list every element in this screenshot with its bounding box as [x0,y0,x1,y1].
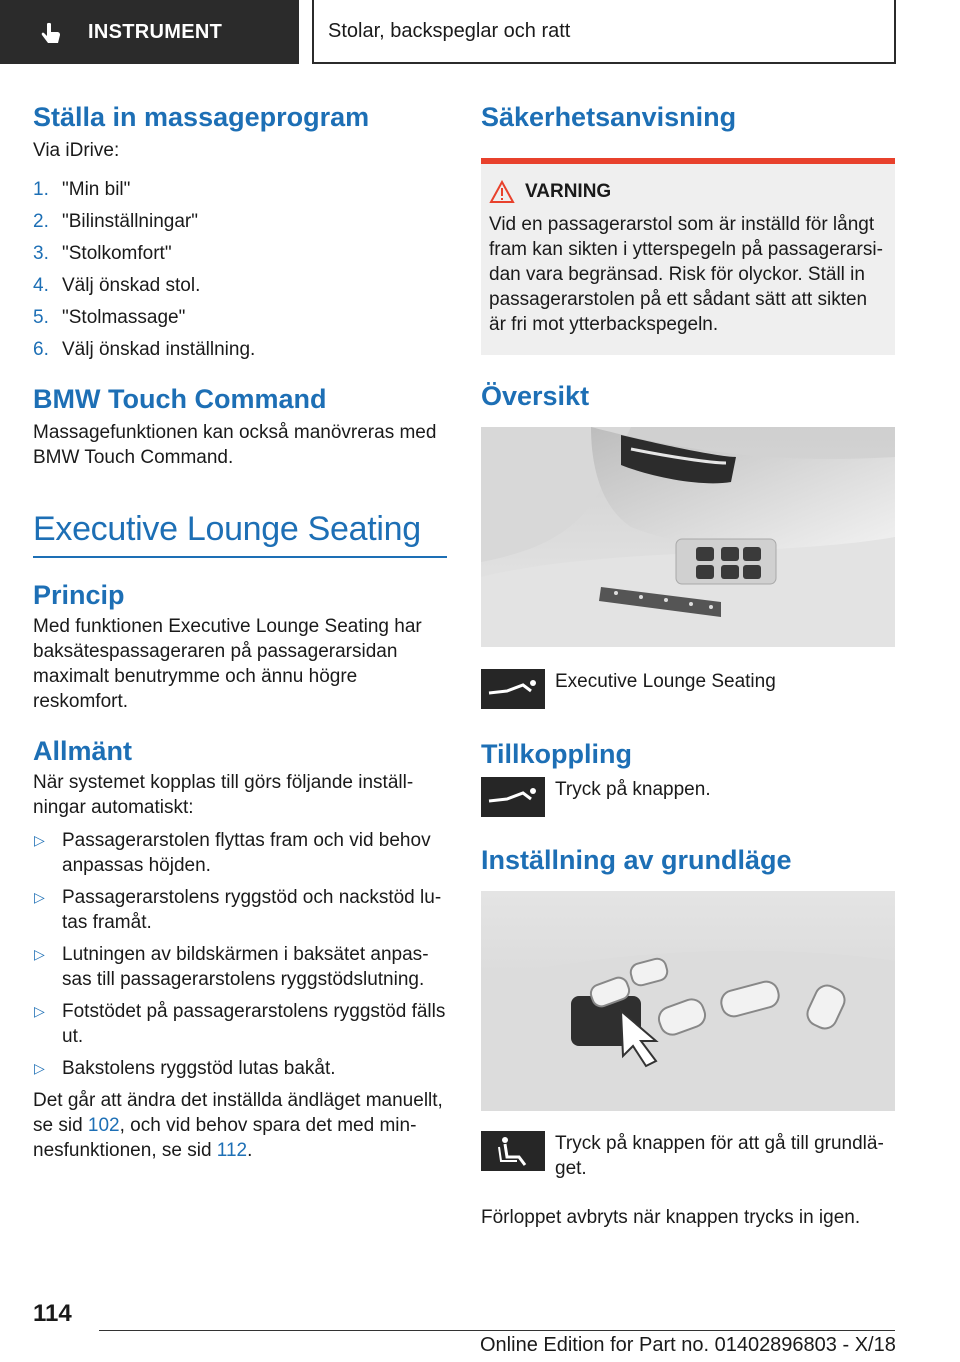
allmant-text: När systemet kopplas till görs följande inställningar automatiskt: [33,772,414,818]
warning-text: Vid en passagerarstol som är inställd för långt fram kan sikten i ytterspegeln på passagerarsidan vara begränsad. Risk för olyckor. Ställ in passagerarstolen på ett sådant sätt att sikten är fri mot ytterbackspegeln. [489,214,883,335]
left-column [33,100,447,1163]
tillkoppling-row [481,777,895,817]
section-tab [0,0,299,64]
executive-lounge-button-row [481,669,895,709]
triangle-bullet-icon: ▷ [34,1003,45,1019]
via-idrive: Via iDrive: [33,140,120,161]
page-link-112[interactable]: 112 [216,1140,248,1161]
triangle-bullet-icon: ▷ [34,1060,45,1076]
overview-heading: Översikt [481,381,590,411]
executive-lounge-button-icon [481,777,545,817]
list-item: ▷ Lutningen av bildskärmen i baksätet anpassas till passagerarstolens ryggstödslutning. [34,944,429,990]
grundlage-text: Tryck på knappen för att gå till grundläget. [555,1133,884,1179]
princip-text: Med funktionen Executive Lounge Seating har baksätespassageraren på passagerarsidan maximalt benutrymme och ännu högre reskomfort. [33,616,422,712]
idrive-steps [33,177,447,362]
touch-command-heading: BMW Touch Command [33,384,327,414]
warning-title: VARNING [525,180,887,204]
list-item: 1. "Min bil" [33,179,131,200]
right-column [481,100,895,1230]
chapter-title: Stolar, backspeglar och ratt [312,0,896,64]
page-number: 114 [33,1300,72,1327]
door-panel-photo [481,427,895,647]
touch-command-text: Massagefunktionen kan också manövreras med BMW Touch Command. [33,422,437,468]
executive-lounge-heading: Executive Lounge Seating [33,510,421,548]
section-label: INSTRUMENT [88,20,223,43]
list-item: 2. "Bilinställningar" [33,211,198,232]
triangle-bullet-icon: ▷ [34,832,45,848]
princip-heading: Princip [33,580,125,610]
list-item: 4. Välj önskad stol. [33,275,201,296]
list-item: ▷ Passagerarstolen flyttas fram och vid behov anpassas höjden. [34,830,431,876]
closing-text: Det går att ändra det inställda ändläget manuellt, se sid 102, och vid behov spara det med minnesfunktionen, se sid 112. [33,1090,443,1161]
tillkoppling-text: Tryck på knappen. [555,779,711,800]
list-item: ▷ Fotstödet på passagerarstolens ryggstöd fälls ut. [34,1001,446,1047]
executive-lounge-button-icon [481,669,545,709]
executive-lounge-caption: Executive Lounge Seating [555,671,776,692]
warning-triangle-icon [489,180,515,204]
safety-heading: Säkerhetsanvisning [481,102,737,132]
list-item: ▷ Bakstolens ryggstöd lutas bakåt. [34,1058,336,1079]
warning-box [481,158,895,355]
allmant-heading: Allmänt [33,736,133,766]
list-item: 6. Välj önskad inställning. [33,339,256,360]
list-item: ▷ Passagerarstolens ryggstöd och nackstöd lutas framåt. [34,887,442,933]
page-link-102[interactable]: 102 [87,1115,120,1136]
grundlage-row [481,1131,895,1181]
abort-text: Förloppet avbryts när knappen trycks in igen. [481,1207,861,1228]
massage-heading: Ställa in massageprogram [33,102,370,132]
seat-basic-position-icon [481,1131,545,1171]
grundlage-heading: Inställning av grundläge [481,845,792,875]
triangle-bullet-icon: ▷ [34,946,45,962]
heading-divider [33,556,447,558]
seat-controls-photo [481,891,895,1111]
pointing-hand-icon [38,22,64,48]
triangle-bullet-icon: ▷ [34,889,45,905]
list-item: 5. "Stolmassage" [33,307,186,328]
footer-divider [99,1330,895,1331]
list-item: 3. "Stolkomfort" [33,243,172,264]
tillkoppling-heading: Tillkoppling [481,739,632,769]
edition-text: Online Edition for Part no. 01402896803 - X/18 [480,1334,896,1356]
page-header [0,0,960,64]
automatic-settings-list [33,828,447,1081]
